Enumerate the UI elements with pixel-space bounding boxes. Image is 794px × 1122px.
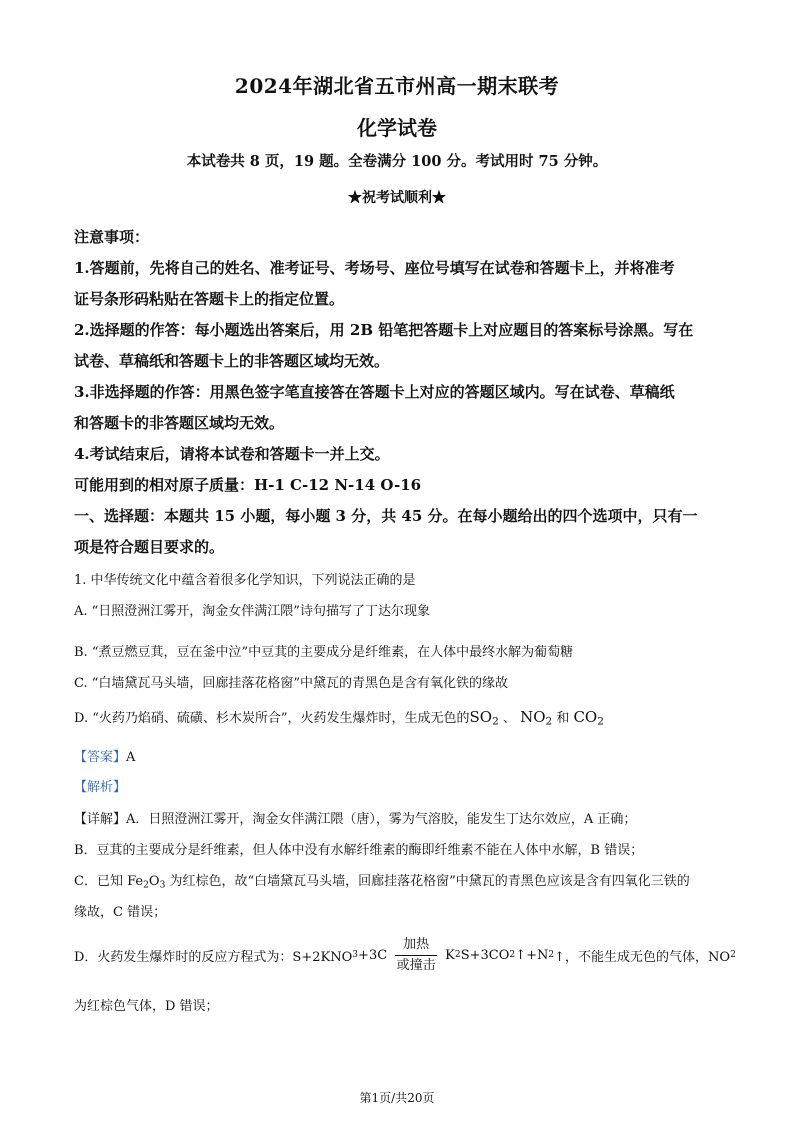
- page-footer: 第1页/共20页: [359, 1091, 435, 1105]
- detail-c-pre: C．已知 Fe: [74, 874, 144, 889]
- question-1-option-c: C. “白墙黛瓦马头墙，回廊挂落花格窗”中黛瓦的青黑色是含有氧化铁的缘故: [74, 676, 509, 691]
- question-1-option-d: [74, 707, 604, 728]
- formula-so-sub: 2: [492, 715, 499, 728]
- note-1-line-1: 1.答题前，先将自己的姓名、准考证号、考场号、座位号填写在试卷和答题卡上，并将准考: [74, 259, 675, 277]
- detail-d-k: K: [445, 947, 455, 963]
- detail-d-line-1: [74, 931, 736, 979]
- condition-top: 加热: [403, 936, 430, 952]
- exam-title: 2024年湖北省五市州高一期末联考: [234, 74, 560, 98]
- formula-so: SO: [469, 708, 493, 726]
- detail-b: B．豆萁的主要成分是纤维素，但人体中没有水解纤维素的酶即纤维素不能在人体中水解，B 错误；: [74, 843, 644, 858]
- answer-value: A: [126, 750, 136, 765]
- detail-d-s: S+3CO: [460, 947, 510, 963]
- detail-c-line-1: [74, 870, 690, 890]
- note-2-line-2: 试卷、草稿纸和答题卡上的非答题区域均无效。: [74, 352, 390, 370]
- answer-line: [74, 746, 135, 765]
- detail-d-sub-2: 2: [454, 950, 461, 960]
- option-d-sep: 、: [498, 711, 521, 726]
- formula-co-sub: 2: [597, 715, 604, 728]
- condition-bottom: 或撞击: [396, 957, 436, 973]
- analysis-tag: 【解析】: [74, 780, 127, 795]
- section-1-line-2: 项是符合题目要求的。: [74, 538, 225, 556]
- answer-tag: 【答案】: [74, 750, 127, 765]
- detail-c-post: 为红棕色，故“白墙黛瓦马头墙，回廊挂落花格窗”中黛瓦的青黑色应该是含有四氧化三铁的: [165, 874, 690, 889]
- formula-co: CO: [573, 708, 598, 726]
- detail-c-mid: O: [148, 874, 160, 889]
- detail-a: 【详解】A．日照澄洲江雾开，淘金女伴满江隈（唐），雾为气溶胶，能发生丁达尔效应，A 正确；: [74, 812, 637, 827]
- note-1-line-2: 证号条形码粘贴在答题卡上的指定位置。: [74, 290, 345, 308]
- question-1-stem: 1. 中华传统文化中蕴含着很多化学知识，下列说法正确的是: [74, 573, 416, 588]
- detail-c-sub-2: 3: [159, 880, 166, 891]
- detail-d-mid: +3C: [358, 947, 388, 963]
- note-3-line-2: 和答题卡的非答题区域均无效。: [74, 414, 285, 432]
- formula-so2: [470, 708, 499, 726]
- note-3-line-1: 3.非选择题的作答：用黑色签字笔直接答在答题卡上对应的答题区域内。写在试卷、草稿纸: [74, 383, 675, 401]
- reaction-arrow-line: [395, 955, 437, 956]
- notes-heading: 注意事项：: [74, 228, 150, 246]
- detail-d-pre: D．火药发生爆炸时的反应方程式为：S+2KNO: [74, 949, 353, 965]
- detail-c-sub-1: 2: [143, 880, 149, 891]
- detail-c-line-2: 缘故，C 错误；: [74, 905, 167, 920]
- formula-no-sub: 2: [545, 715, 553, 728]
- detail-d-sub-4: 2: [548, 950, 555, 960]
- detail-d-sub-1: 3: [352, 950, 359, 960]
- formula-co2: [573, 708, 603, 726]
- detail-d-line-2: 为红棕色气体，D 错误；: [74, 999, 219, 1014]
- detail-d-sub-5: 2: [730, 950, 736, 960]
- note-4: 4.考试结束后，请将本试卷和答题卡一并上交。: [74, 445, 390, 463]
- detail-d-post: ↑，不能生成无色的气体，NO: [554, 949, 731, 965]
- exam-blessing: ★祝考试顺利★: [348, 190, 446, 206]
- formula-no2: [520, 708, 552, 726]
- exam-info: 本试卷共 8 页，19 题。全卷满分 100 分。考试用时 75 分钟。: [186, 153, 608, 170]
- question-1-option-b: B. “煮豆燃豆萁，豆在釜中泣”中豆萁的主要成分是纤维素，在人体中最终水解为葡萄糖: [74, 645, 574, 660]
- note-2-line-1: 2.选择题的作答：每小题选出答案后，用 2B 铅笔把答题卡上对应题目的答案标号涂黑。写在: [74, 321, 694, 339]
- reaction-condition: [395, 937, 437, 974]
- detail-d-n: ↑+N: [515, 947, 549, 963]
- section-1-line-1: 一、选择题：本题共 15 小题，每小题 3 分，共 45 分。在每小题给出的四个选项中，只有一: [74, 507, 698, 525]
- option-d-and: 和: [552, 711, 574, 726]
- atomic-masses: 可能用到的相对原子质量：H-1 C-12 N-14 O-16: [74, 476, 422, 494]
- option-d-text: D. “火药乃焰硝、硫磺、杉木炭所合”，火药发生爆炸时，生成无色的: [74, 711, 470, 726]
- formula-no: NO: [520, 708, 546, 726]
- exam-subject: 化学试卷: [357, 116, 437, 140]
- detail-d-sub-3: 2: [509, 950, 516, 960]
- question-1-option-a: A. “日照澄洲江雾开，淘金女伴满江隈”诗句描写了丁达尔现象: [74, 604, 430, 619]
